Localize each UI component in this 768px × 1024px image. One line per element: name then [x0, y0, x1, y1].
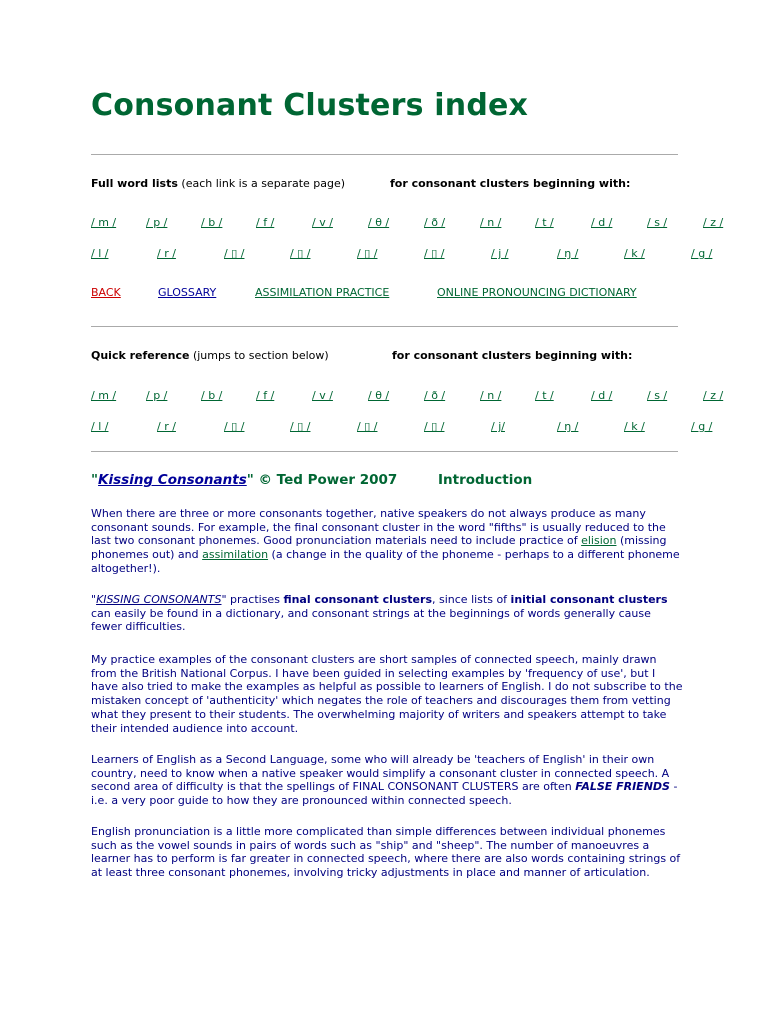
quick-ref-note: (jumps to section below)	[189, 349, 329, 362]
final-clusters-bold: final consonant clusters	[283, 593, 432, 606]
full-link-sh[interactable]: / ▯ /	[224, 247, 245, 260]
full-link-j[interactable]: / j /	[491, 247, 509, 260]
assimilation-link[interactable]: assimilation	[202, 548, 269, 562]
quick-ref-row-2	[91, 420, 751, 436]
quick-link-p[interactable]: / p /	[146, 389, 168, 402]
full-link-v[interactable]: / v /	[312, 216, 333, 229]
copyright-text: " © Ted Power 2007	[246, 472, 398, 488]
full-link-k[interactable]: / k /	[624, 247, 645, 260]
quick-link-l[interactable]: / l /	[91, 420, 109, 433]
full-link-theta[interactable]: / θ /	[368, 216, 390, 229]
full-lists-note: (each link is a separate page)	[177, 177, 346, 190]
full-link-f[interactable]: / f /	[256, 216, 275, 229]
quick-link-sh[interactable]: / ▯ /	[224, 420, 245, 433]
quick-link-j[interactable]: / j/	[491, 420, 505, 433]
kissing-consonants-link[interactable]: Kissing Consonants	[98, 472, 247, 488]
quick-link-d[interactable]: / d /	[591, 389, 613, 402]
quick-ref-header	[91, 349, 633, 362]
quick-link-t[interactable]: / t /	[535, 389, 554, 402]
quick-ref-label: Quick reference	[91, 349, 190, 362]
full-lists-right-label: for consonant clusters beginning with:	[390, 177, 631, 190]
full-link-m[interactable]: / m /	[91, 216, 117, 229]
paragraph-3: My practice examples of the consonant clusters are short samples of connected speech, mainly drawn from the British National Corpus. I have been guided in selecting examples by 'frequency of use', but I have also tried to make the examples as helpful as possible to learners of English. I do not subscribe to the mistaken concept of 'authenticity' which negates the role of teachers and discourages them from vetting what they present to their students. The overwhelming majority of writers and speakers attempt to take their intended audience into account.	[91, 653, 683, 735]
nav-links	[91, 286, 751, 302]
quick-link-theta[interactable]: / θ /	[368, 389, 390, 402]
full-link-p[interactable]: / p /	[146, 216, 168, 229]
quick-link-zh[interactable]: / ▯ /	[290, 420, 311, 433]
false-friends-bold: FALSE FRIENDS	[575, 780, 670, 794]
quick-link-k[interactable]: / k /	[624, 420, 645, 433]
full-link-l[interactable]: / l /	[91, 247, 109, 260]
quick-link-z[interactable]: / z /	[703, 389, 724, 402]
full-link-g[interactable]: / g /	[691, 247, 713, 260]
initial-clusters-bold: initial consonant clusters	[510, 593, 668, 606]
page-title: Consonant Clusters index	[91, 88, 529, 123]
divider	[91, 451, 678, 452]
p2-text-c: can easily be found in a dictionary, and consonant strings at the beginnings of words generally cause fewer difficulties.	[91, 606, 651, 634]
paragraph-1	[91, 507, 685, 576]
divider	[91, 154, 678, 155]
full-lists-label: Full word lists	[91, 177, 178, 190]
full-link-b[interactable]: / b /	[201, 216, 223, 229]
quick-link-f[interactable]: / f /	[256, 389, 275, 402]
p2-text-b: , since lists of	[432, 593, 511, 606]
p1-text-c: (a change in the quality of the phoneme - perhaps to a different phoneme altogether!).	[91, 548, 680, 575]
glossary-link[interactable]: GLOSSARY	[158, 286, 217, 299]
p2-text-a: " practises	[221, 593, 284, 606]
quick-link-m[interactable]: / m /	[91, 389, 117, 402]
introduction-heading: Introduction	[438, 472, 533, 488]
full-lists-header	[91, 177, 631, 190]
back-link[interactable]: BACK	[91, 286, 121, 299]
quick-link-s[interactable]: / s /	[647, 389, 668, 402]
quick-link-n[interactable]: / n /	[480, 389, 502, 402]
p2-quote: "	[91, 593, 97, 606]
full-link-t[interactable]: / t /	[535, 216, 554, 229]
full-link-tsh[interactable]: / ▯ /	[357, 247, 378, 260]
full-link-s[interactable]: / s /	[647, 216, 668, 229]
quick-link-dzh[interactable]: / ▯ /	[424, 420, 445, 433]
full-link-eth[interactable]: / ð /	[424, 216, 446, 229]
full-lists-row-2	[91, 247, 751, 263]
p1-text-b: (missing phonemes out) and	[91, 534, 667, 562]
quick-link-ng[interactable]: / ŋ /	[557, 420, 579, 433]
quick-link-v[interactable]: / v /	[312, 389, 333, 402]
quick-link-tsh[interactable]: / ▯ /	[357, 420, 378, 433]
full-link-dzh[interactable]: / ▯ /	[424, 247, 445, 260]
full-link-zh[interactable]: / ▯ /	[290, 247, 311, 260]
quick-ref-right-label: for consonant clusters beginning with:	[392, 349, 633, 362]
quick-link-g[interactable]: / g /	[691, 420, 713, 433]
assimilation-practice-link[interactable]: ASSIMILATION PRACTICE	[255, 286, 390, 299]
p4-text-b: - i.e. a very poor guide to how they are pronounced within connected speech.	[91, 780, 678, 808]
section-heading	[91, 472, 751, 488]
paragraph-4	[91, 753, 685, 808]
quick-link-eth[interactable]: / ð /	[424, 389, 446, 402]
full-link-r[interactable]: / r /	[157, 247, 176, 260]
quote-open: "	[91, 472, 99, 488]
full-lists-row-1	[91, 216, 751, 232]
pronouncing-dictionary-link[interactable]: ONLINE PRONOUNCING DICTIONARY	[437, 286, 637, 299]
full-link-d[interactable]: / d /	[591, 216, 613, 229]
paragraph-2	[91, 593, 685, 634]
p4-text-a: Learners of English as a Second Language, some who will already be 'teachers of English' in their own country, need to know when a native speaker would simplify a consonant cluster in connected speech. A second area of difficulty is that the spellings of FINAL CONSONANT CLUSTERS are often	[91, 753, 670, 794]
paragraph-5: English pronunciation is a little more complicated than simple differences between individual phonemes such as the vowel sounds in pairs of words such as "ship" and "sheep". The number of manoeuvres a learner has to perform is far greater in connected speech, where there are also words containing strings of at least three consonant phonemes, involving tricky adjustments in place and manner of articulation.	[91, 825, 681, 880]
elision-link[interactable]: elision	[581, 534, 617, 548]
quick-link-r[interactable]: / r /	[157, 420, 176, 433]
divider	[91, 326, 678, 327]
kissing-consonants-name: KISSING CONSONANTS	[96, 593, 222, 606]
p1-text-a: When there are three or more consonants together, native speakers do not always produce as many consonant sounds. For example, the final consonant cluster in the word "fifths" is usually reduced to the last two consonant phonemes. Good pronunciation materials need to include practice of	[91, 507, 666, 548]
full-link-n[interactable]: / n /	[480, 216, 502, 229]
full-link-z[interactable]: / z /	[703, 216, 724, 229]
quick-ref-row-1	[91, 389, 751, 405]
full-link-ng[interactable]: / ŋ /	[557, 247, 579, 260]
quick-link-b[interactable]: / b /	[201, 389, 223, 402]
